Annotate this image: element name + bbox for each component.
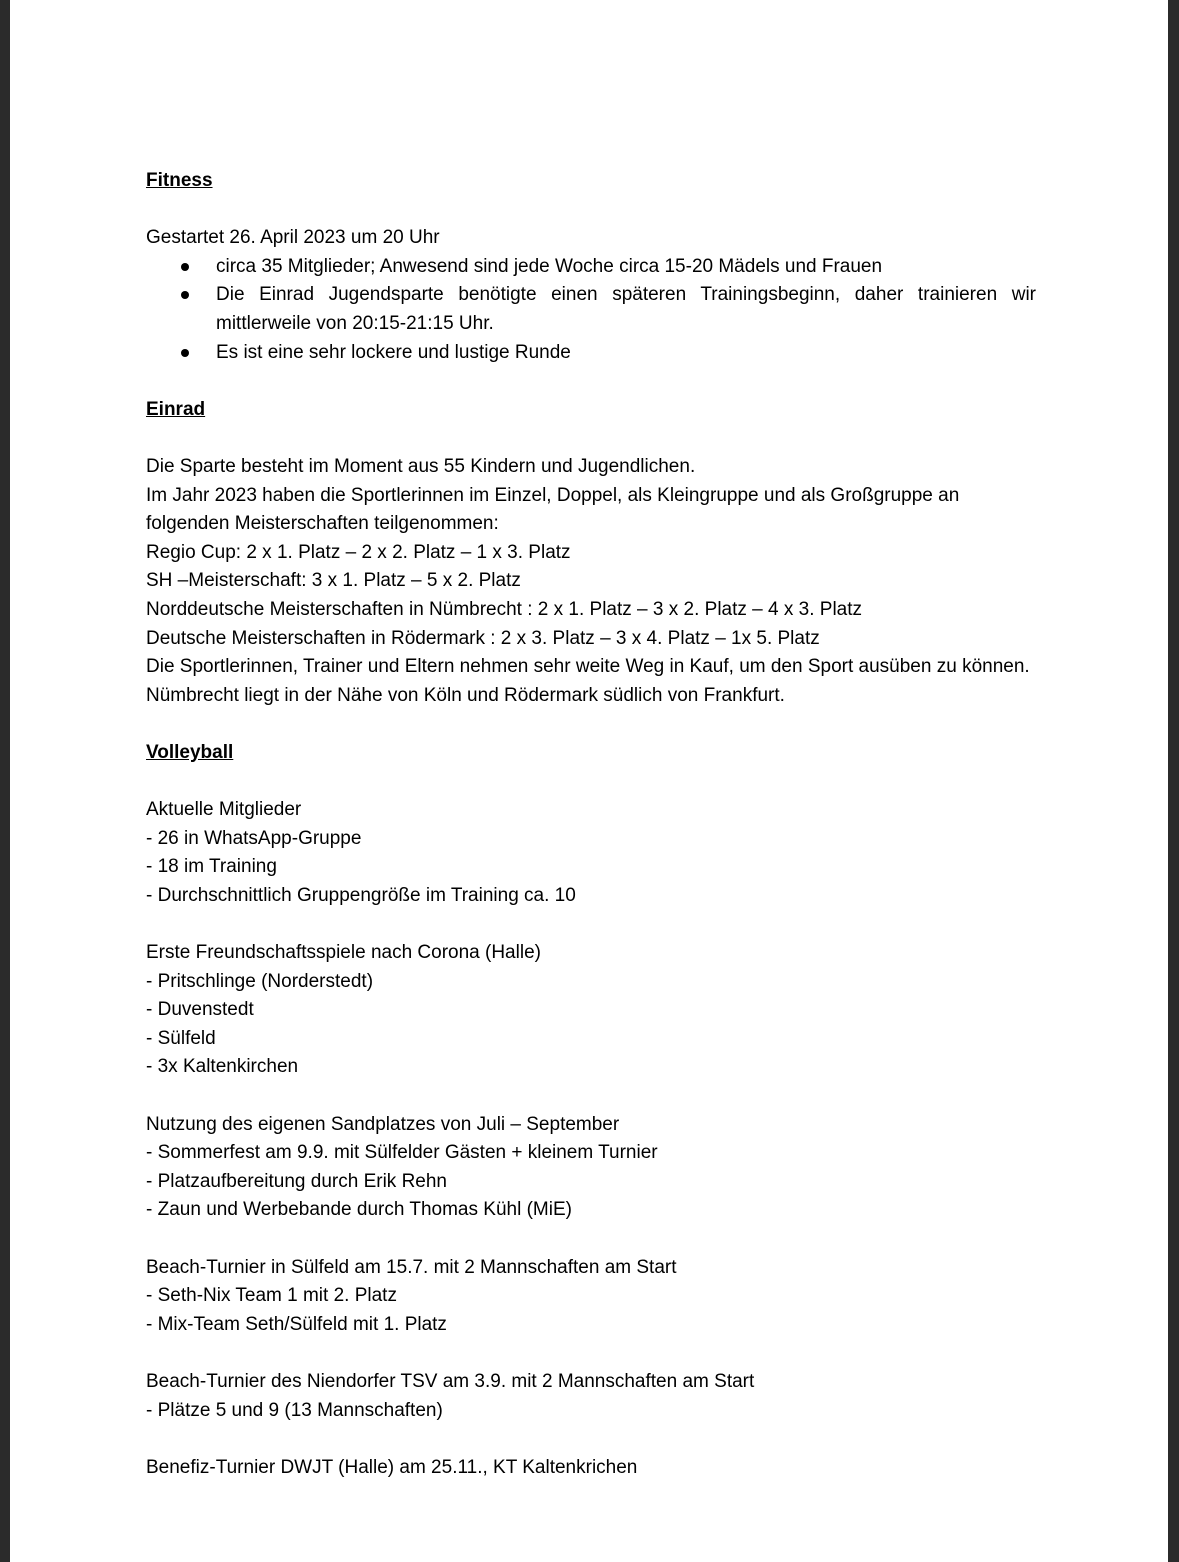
fitness-intro: Gestartet 26. April 2023 um 20 Uhr xyxy=(146,227,440,249)
block-title: Beach-Turnier in Sülfeld am 15.7. mit 2 Mannschaften am Start xyxy=(146,1256,677,1278)
list-item: - Platzaufbereitung durch Erik Rehn xyxy=(146,1170,447,1192)
einrad-line: Deutsche Meisterschaften in Rödermark : 2 x 3. Platz – 3 x 4. Platz – 1x 5. Platz xyxy=(146,627,820,649)
einrad-line: Norddeutsche Meisterschaften in Nümbrecht : 2 x 1. Platz – 3 x 2. Platz – 4 x 3. Platz xyxy=(146,598,863,620)
section-einrad xyxy=(146,396,1036,711)
volleyball-block-beach-suelfeld xyxy=(146,1254,1036,1340)
einrad-line: Regio Cup: 2 x 1. Platz – 2 x 2. Platz – 1 x 3. Platz xyxy=(146,541,571,563)
volleyball-block-benefiz xyxy=(146,1454,1036,1483)
document-content xyxy=(146,167,1036,1482)
list-item: - Plätze 5 und 9 (13 Mannschaften) xyxy=(146,1399,443,1421)
bullet-icon xyxy=(181,291,189,299)
list-item: circa 35 Mitglieder; Anwesend sind jede Woche circa 15-20 Mädels und Frauen xyxy=(146,253,1036,282)
document-page xyxy=(10,0,1168,1562)
block-title: Erste Freundschaftsspiele nach Corona (Halle) xyxy=(146,942,541,964)
heading-einrad: Einrad xyxy=(146,398,206,420)
fitness-bullet-list xyxy=(146,253,1036,367)
section-fitness xyxy=(146,167,1036,367)
list-item: - Sommerfest am 9.9. mit Sülfelder Gästen + kleinem Turnier xyxy=(146,1142,658,1164)
list-item: Die Einrad Jugendsparte benötigte einen späteren Trainingsbeginn, daher trainieren wir mittlerweile von 20:15-21:15 Uhr. xyxy=(146,281,1036,338)
heading-volleyball: Volleyball xyxy=(146,741,234,763)
einrad-line: Die Sparte besteht im Moment aus 55 Kindern und Jugendlichen. xyxy=(146,455,696,477)
block-title: Aktuelle Mitglieder xyxy=(146,799,302,821)
list-item: - Mix-Team Seth/Sülfeld mit 1. Platz xyxy=(146,1313,447,1335)
list-item: - Durchschnittlich Gruppengröße im Training ca. 10 xyxy=(146,884,576,906)
list-item: - Sülfeld xyxy=(146,1027,216,1049)
volleyball-block-beach-niendorf xyxy=(146,1368,1036,1425)
list-item: - 3x Kaltenkirchen xyxy=(146,1056,299,1078)
bullet-icon xyxy=(181,349,189,357)
section-volleyball xyxy=(146,739,1036,1482)
list-item: - Duvenstedt xyxy=(146,999,254,1021)
list-item: - 18 im Training xyxy=(146,856,277,878)
list-item: - Seth-Nix Team 1 mit 2. Platz xyxy=(146,1285,397,1307)
list-item: Es ist eine sehr lockere und lustige Runde xyxy=(146,339,1036,368)
volleyball-block-friendlies xyxy=(146,939,1036,1082)
block-title: Nutzung des eigenen Sandplatzes von Juli – September xyxy=(146,1113,620,1135)
block-title: Benefiz-Turnier DWJT (Halle) am 25.11., KT Kaltenkrichen xyxy=(146,1456,638,1478)
bullet-icon xyxy=(181,263,189,271)
volleyball-block-sandplatz xyxy=(146,1111,1036,1225)
einrad-line: SH –Meisterschaft: 3 x 1. Platz – 5 x 2. Platz xyxy=(146,570,521,592)
einrad-line: Die Sportlerinnen, Trainer und Eltern nehmen sehr weite Weg in Kauf, um den Sport ausüben zu können. Nümbrecht liegt in der Nähe von Köln und Rödermark südlich von Frankfurt. xyxy=(146,656,1030,706)
heading-fitness: Fitness xyxy=(146,170,213,191)
list-item: - Zaun und Werbebande durch Thomas Kühl (MiE) xyxy=(146,1199,572,1221)
list-item: - Pritschlinge (Norderstedt) xyxy=(146,970,374,992)
list-item: - 26 in WhatsApp-Gruppe xyxy=(146,827,362,849)
einrad-line: Im Jahr 2023 haben die Sportlerinnen im Einzel, Doppel, als Kleingruppe und als Großgruppe an folgenden Meisterschaften teilgenommen: xyxy=(146,484,960,535)
block-title: Beach-Turnier des Niendorfer TSV am 3.9. mit 2 Mannschaften am Start xyxy=(146,1370,755,1392)
volleyball-block-members xyxy=(146,796,1036,910)
